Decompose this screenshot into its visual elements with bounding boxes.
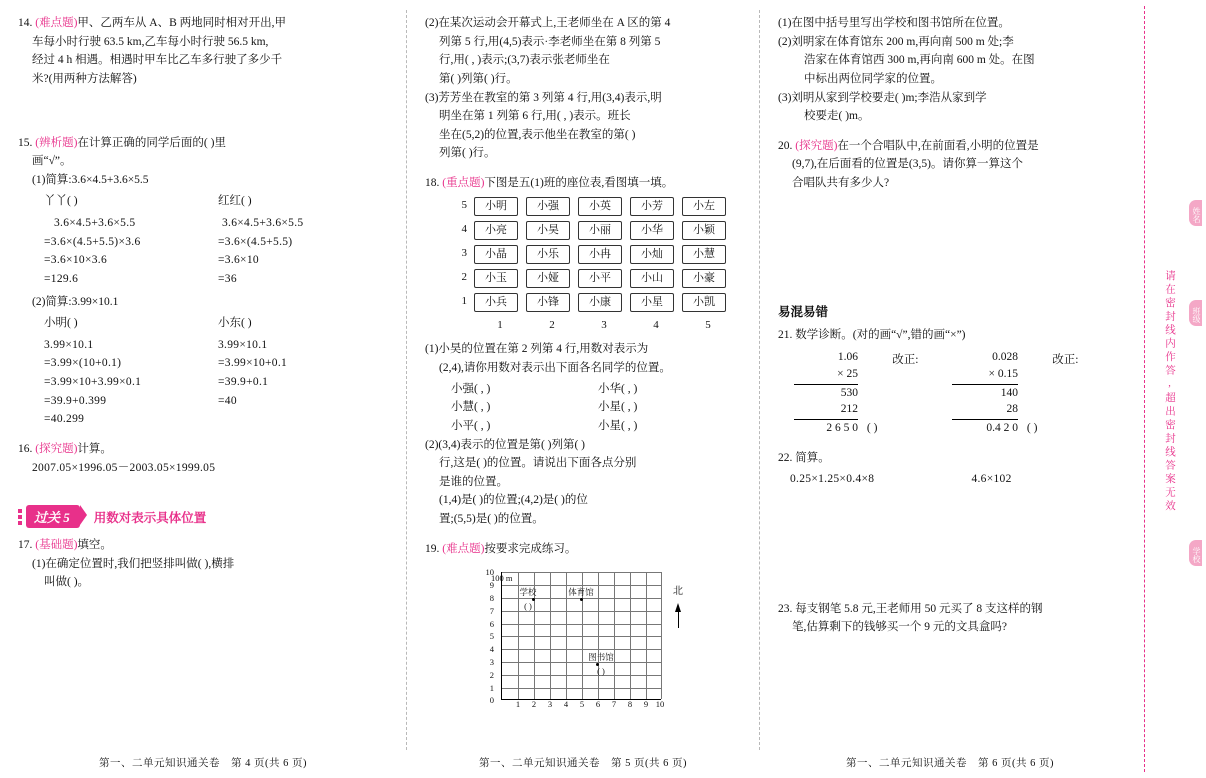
question-14-line-1: 甲、乙两车从 A、B 两地同时相对开出,甲 [77, 17, 287, 29]
y-tick: 2 [489, 669, 494, 680]
seat-cell: 小康 [578, 293, 622, 312]
question-21-lead: 数学诊断。(对的画“√”,错的画“×”) [795, 328, 966, 341]
q21-left-calc [778, 349, 952, 437]
section-title-common-errors: 易混易错 [778, 304, 829, 319]
q15-a-line-4: =129.6 [44, 272, 79, 285]
question-14-tag: (难点题) [35, 17, 78, 29]
seat-cell: 小凯 [682, 293, 726, 312]
seat-cell: 小华 [630, 221, 674, 240]
q18-text-7: 置;(5,5)是( )的位置。 [439, 513, 544, 526]
q18-pair-2-right: 小星( , ) [598, 401, 638, 414]
question-15-name-c: 小明( ) [44, 317, 78, 330]
map-point-school [508, 586, 548, 614]
footer-page-4 [0, 755, 406, 770]
question-16-expression: 2007.05×1996.05－2003.05×1999.05 [32, 461, 216, 474]
question-14 [18, 14, 392, 89]
question-23-number: 23. [778, 602, 793, 615]
q19b-line-1: (1)在图中括号里写出学校和图书馆所在位置。 [778, 17, 1010, 29]
q21-right-calc [952, 349, 1126, 437]
q15-d-line-3: =39.9+0.1 [218, 376, 269, 388]
q18-text-5: 是谁的位置。 [439, 475, 508, 488]
seat-cell: 小乐 [526, 245, 570, 264]
question-14-line-2: 车每小时行驶 63.5 km,乙车每小时行驶 56.5 km, [32, 35, 269, 48]
seating-chart [451, 197, 745, 335]
question-15-name-b: 红红( ) [218, 195, 252, 208]
seat-row [451, 269, 745, 288]
q22-expr-2: 4.6×102 [971, 473, 1012, 486]
y-tick: 1 [489, 682, 494, 693]
seat-row [451, 221, 745, 240]
q18-text-6: (1,4)是( )的位置;(4,2)是( )的位 [439, 494, 588, 507]
q21-left-l3: 530 [840, 386, 858, 399]
q21-left-l1: 1.06 [837, 351, 858, 364]
q21-right-mark[interactable]: ( ) [1026, 421, 1038, 434]
footer-page-6-text: 第一、二单元知识通关卷 第 6 页(共 6 页) [846, 758, 1054, 769]
q15-a-line-1: 3.6×4.5+3.6×5.5 [54, 217, 136, 229]
section-banner [18, 505, 392, 528]
seat-cell: 小明 [474, 197, 518, 216]
seat-cell: 小豪 [682, 269, 726, 288]
question-17-line-2: 叫做( )。 [44, 576, 90, 589]
question-15-name-a: 丫丫( ) [44, 195, 78, 208]
map-point-library-blank: ( ) [597, 666, 605, 677]
question-17-tag: (基础题) [35, 539, 78, 552]
grid-chart [485, 567, 665, 709]
map-point-school-label: 学校 [519, 587, 537, 598]
question-18-number: 18. [425, 177, 440, 189]
seat-col-number: 3 [601, 318, 607, 331]
q19b-line-4: 中标出两位同学家的位置。 [804, 72, 942, 85]
q15-b-line-1: 3.6×4.5+3.6×5.5 [222, 217, 304, 229]
q17b-line-4: 第( )列第( )行。 [439, 72, 518, 85]
q15-c-line-3: =3.99×10+3.99×0.1 [44, 376, 142, 388]
question-22-number: 22. [778, 451, 793, 464]
y-tick: 9 [489, 580, 494, 591]
q15-a-line-3: =3.6×10×3.6 [44, 254, 108, 267]
q20-line-3: 合唱队共有多少人? [792, 177, 890, 189]
seat-cell: 小强 [526, 197, 570, 216]
q17b-line-5: (3)芳芳坐在教室的第 3 列第 4 行,用(3,4)表示,明 [425, 91, 662, 104]
column-3 [760, 0, 1140, 778]
q21-right-l3: 140 [1000, 386, 1018, 399]
question-17 [18, 536, 392, 592]
q15-b-line-3: =3.6×10 [218, 254, 259, 267]
tab-name[interactable]: 姓名 [1189, 200, 1202, 226]
q15-c-line-4: =39.9+0.399 [44, 394, 107, 407]
question-15-lead2: 画“√”。 [32, 155, 72, 168]
question-15-sub2: (2)简算:3.99×10.1 [32, 295, 119, 308]
seat-cell: 小晶 [474, 245, 518, 264]
q15-b-line-4: =36 [218, 272, 237, 285]
question-21 [778, 326, 1126, 438]
q17b-line-8: 列第( )行。 [439, 147, 496, 160]
seat-cell: 小慧 [682, 245, 726, 264]
seat-row [451, 245, 745, 264]
question-20-number: 20. [778, 139, 793, 152]
y-tick: 4 [489, 644, 494, 655]
seat-row-number: 2 [461, 271, 467, 284]
question-16-lead: 计算。 [77, 442, 112, 455]
question-19 [425, 540, 745, 723]
question-17-number: 17. [18, 539, 33, 552]
seat-col-number: 1 [497, 318, 503, 331]
seat-cell: 小英 [578, 197, 622, 216]
seat-row-number: 4 [461, 223, 467, 236]
q21-right-l1: 0.028 [992, 351, 1018, 364]
q15-c-line-2: =3.99×(10+0.1) [44, 357, 122, 370]
question-19-number: 19. [425, 542, 440, 555]
q21-right-l4: 28 [952, 401, 1018, 420]
q20-line-2: (9,7),在后面看的位置是(3,5)。请你算一算这个 [792, 158, 1023, 171]
q19b-line-6: 校要走( )m。 [804, 110, 870, 123]
seat-col-number: 5 [705, 318, 711, 331]
footer-page-4-text: 第一、二单元知识通关卷 第 4 页(共 6 页) [99, 758, 307, 769]
question-22-lead: 简算。 [795, 451, 830, 464]
question-15-number: 15. [18, 136, 33, 149]
seat-row-number: 5 [461, 199, 467, 212]
x-tick: 2 [531, 698, 537, 709]
question-14-number: 14. [18, 17, 33, 29]
question-17-lead: 填空。 [77, 539, 112, 552]
question-16-number: 16. [18, 442, 33, 455]
grid-unit-label: 100 m [491, 573, 513, 584]
q21-left-fix: 改正: [892, 353, 919, 366]
seat-cell: 小冉 [578, 245, 622, 264]
q18-pair-1-right: 小华( , ) [598, 382, 638, 395]
q18-pair-3-right: 小星( , ) [598, 419, 638, 432]
seat-col-number: 2 [549, 318, 555, 331]
banner-title: 用数对表示具体位置 [93, 510, 207, 525]
q21-left-l2: × 25 [794, 366, 858, 385]
column-2 [407, 0, 759, 778]
question-19-lead: 按要求完成练习。 [484, 542, 577, 555]
q21-left-mark[interactable]: ( ) [866, 421, 878, 434]
x-tick: 9 [643, 698, 649, 709]
x-tick: 4 [563, 698, 569, 709]
question-21-number: 21. [778, 328, 793, 341]
q19b-line-3: 浩家在体育馆西 300 m,再向南 600 m 处。在图 [804, 54, 1035, 67]
seat-cell: 小平 [578, 269, 622, 288]
q15-c-line-5: =40.299 [44, 413, 85, 426]
q17b-line-2: 列第 5 行,用(4,5)表示·李老师坐在第 8 列第 5 [439, 35, 661, 48]
seat-cell: 小灿 [630, 245, 674, 264]
q20-line-1: 在一个合唱队中,在前面看,小明的位置是 [837, 139, 1039, 152]
map-point-school-blank: ( ) [524, 601, 532, 612]
q15-d-line-1: 3.99×10.1 [218, 338, 268, 351]
q15-a-line-2: =3.6×(4.5+5.5)×3.6 [44, 235, 141, 248]
question-19-continued [778, 14, 1126, 126]
y-tick: 6 [489, 618, 494, 629]
x-tick: 3 [547, 698, 553, 709]
q15-d-line-4: =40 [218, 394, 237, 407]
sealed-line-sidebar [1140, 0, 1202, 778]
q15-c-line-1: 3.99×10.1 [44, 338, 94, 351]
banner-left-label: 过关 5 [26, 505, 80, 528]
seat-column-numbers [474, 317, 745, 335]
q18-text-1: (1)小昊的位置在第 2 列第 4 行,用数对表示为 [425, 343, 649, 356]
y-tick: 5 [489, 631, 494, 642]
question-15 [18, 134, 392, 429]
q17b-line-6: 明坐在第 1 列第 6 行,用( , )表示。班长 [439, 110, 631, 123]
seat-cell: 小山 [630, 269, 674, 288]
q18-pair-1-left: 小强( , ) [451, 382, 491, 395]
seat-cell: 小丽 [578, 221, 622, 240]
y-tick: 3 [489, 656, 494, 667]
question-15-tag: (辨析题) [35, 136, 78, 149]
seat-cell: 小兵 [474, 293, 518, 312]
q18-text-3: (2)(3,4)表示的位置是第( )列第( ) [425, 438, 586, 451]
sealed-dashed-line [1144, 6, 1145, 772]
question-18-tag: (重点题) [442, 177, 485, 189]
seat-col-number: 4 [653, 318, 659, 331]
q21-right-l2: × 0.15 [952, 366, 1018, 385]
seat-cell: 小锋 [526, 293, 570, 312]
q18-pair-3-left: 小平( , ) [451, 419, 491, 432]
q21-right-fix: 改正: [1052, 353, 1079, 366]
footer-page-5-text: 第一、二单元知识通关卷 第 5 页(共 6 页) [479, 758, 687, 769]
map-grid-figure [477, 567, 683, 722]
question-23 [778, 600, 1126, 637]
seat-cell: 小亮 [474, 221, 518, 240]
question-22 [778, 449, 1126, 489]
q19b-line-5: (3)刘明从家到学校要走( )m;李浩从家到学 [778, 91, 987, 104]
seat-row [451, 293, 745, 312]
map-point-gym-label: 体育馆 [568, 587, 594, 598]
question-17-line-1: (1)在确定位置时,我们把竖排叫做( ),横排 [32, 557, 235, 570]
q17b-line-1: (2)在某次运动会开幕式上,王老师坐在 A 区的第 4 [425, 17, 671, 29]
tab-class[interactable]: 班级 [1189, 300, 1202, 326]
question-15-sub1: (1)简算:3.6×4.5+3.6×5.5 [32, 173, 149, 186]
seat-row [451, 197, 745, 216]
y-tick: 7 [489, 605, 494, 616]
q18-text-4: 行,这是( )的位置。请说出下面各点分别 [439, 457, 637, 470]
map-point-library [576, 651, 626, 679]
question-17-continued [425, 14, 745, 163]
question-19-tag: (难点题) [442, 542, 485, 555]
tab-school[interactable]: 学校 [1189, 540, 1202, 566]
map-point-library-label: 图书馆 [588, 652, 614, 663]
x-tick: 7 [611, 698, 617, 709]
q17b-line-7: 坐在(5,2)的位置,表示他坐在教室的第( ) [439, 128, 636, 141]
x-tick: 10 [655, 698, 665, 709]
q21-right-l5: 0.4 2 0 [986, 421, 1018, 434]
question-14-line-4: 米?(用两种方法解答) [32, 72, 137, 85]
question-14-line-3: 经过 4 h 相遇。相遇时甲车比乙车多行驶了多少千 [32, 54, 283, 67]
seat-row-number: 1 [461, 295, 467, 308]
question-16 [18, 440, 392, 477]
question-15-lead: 在计算正确的同学后面的( )里 [77, 136, 226, 149]
footer-page-6 [760, 755, 1140, 770]
q23-line-1: 每支钢笔 5.8 元,王老师用 50 元买了 8 支这样的钢 [795, 602, 1043, 615]
q21-left-l5: 2 6 5 0 [826, 421, 858, 434]
question-18-lead: 下图是五(1)班的座位表,看图填一填。 [484, 177, 674, 189]
seat-cell: 小芳 [630, 197, 674, 216]
q15-d-line-2: =3.99×10+0.1 [218, 357, 288, 370]
q22-expr-1: 0.25×1.25×0.4×8 [790, 473, 875, 486]
north-label: 北 [673, 586, 683, 598]
q18-text-2: (2,4),请你用数对表示出下面各名同学的位置。 [439, 362, 671, 375]
north-arrow-icon [673, 584, 683, 627]
seat-cell: 小昊 [526, 221, 570, 240]
y-tick: 0 [489, 695, 494, 706]
q21-left-l4: 212 [794, 401, 858, 420]
seat-cell: 小玉 [474, 269, 518, 288]
q15-b-line-2: =3.6×(4.5+5.5) [218, 235, 293, 248]
seat-cell: 小颖 [682, 221, 726, 240]
question-18 [425, 174, 745, 529]
seat-cell: 小娅 [526, 269, 570, 288]
seat-cell: 小左 [682, 197, 726, 216]
q19b-line-2: (2)刘明家在体育馆东 200 m,再向南 500 m 处;李 [778, 35, 1014, 48]
y-tick: 8 [489, 592, 494, 603]
x-tick: 8 [627, 698, 633, 709]
banner-dots-icon [18, 509, 22, 525]
column-1 [0, 0, 406, 778]
x-tick: 5 [579, 698, 585, 709]
question-20 [778, 137, 1126, 193]
sealed-line-text: 请在密封线内作答,超出密封线答案无效 [1164, 270, 1175, 514]
q18-pair-2-left: 小慧( , ) [451, 401, 491, 414]
question-20-tag: (探究题) [795, 139, 838, 152]
footer-page-5 [407, 755, 759, 770]
q23-line-2: 笔,估算剩下的钱够买一个 9 元的文具盒吗? [792, 621, 1007, 634]
question-15-name-d: 小东( ) [218, 317, 252, 330]
x-tick: 1 [515, 698, 521, 709]
seat-row-number: 3 [461, 247, 467, 260]
seat-cell: 小星 [630, 293, 674, 312]
y-tick: 10 [485, 567, 494, 578]
question-16-tag: (探究题) [35, 442, 78, 455]
x-tick: 6 [595, 698, 601, 709]
q17b-line-3: 行,用( , )表示;(3,7)表示张老师坐在 [439, 54, 610, 67]
